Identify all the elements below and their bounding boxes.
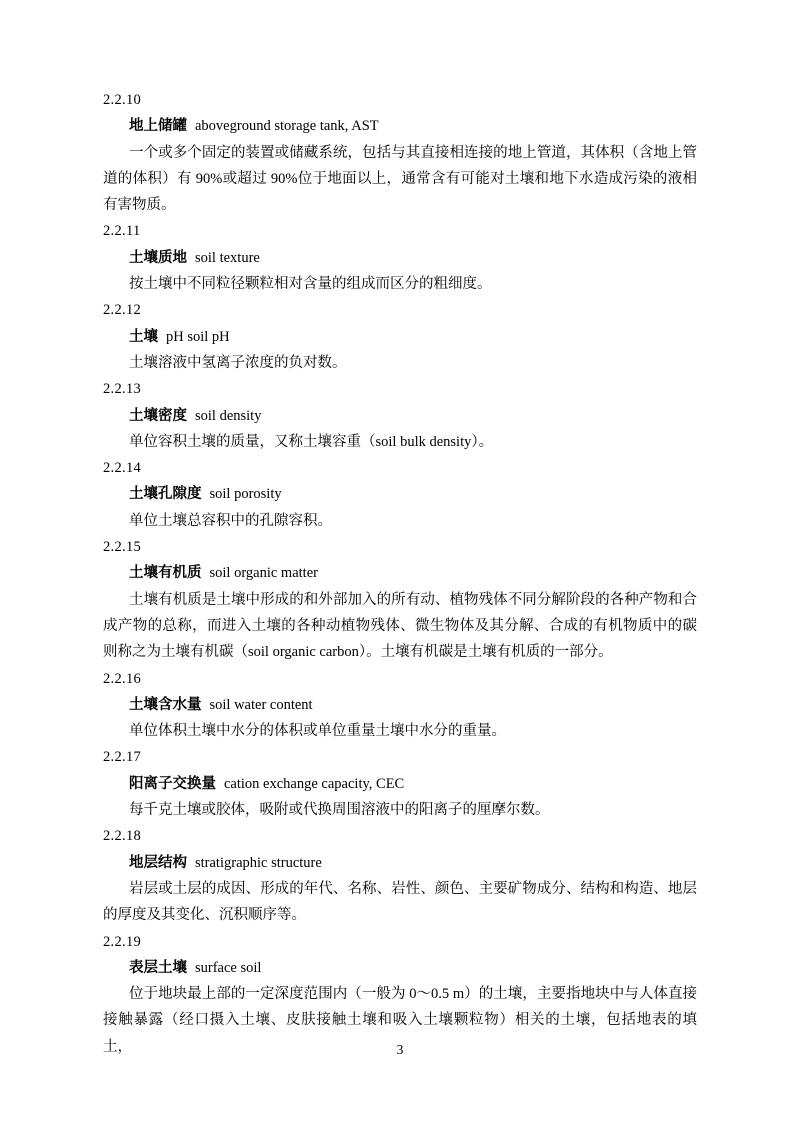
term-heading xyxy=(103,955,697,981)
term-section xyxy=(103,218,697,297)
section-number: 2.2.10 xyxy=(103,92,142,108)
section-number: 2.2.12 xyxy=(103,302,142,319)
term-chinese: 土壤含水量 xyxy=(129,696,202,713)
term-definition: 单位体积土壤中水分的体积或单位重量土壤中水分的重量。 xyxy=(129,723,506,740)
term-chinese: 阳离子交换量 xyxy=(129,775,216,792)
term-heading xyxy=(103,560,697,586)
section-number: 2.2.16 xyxy=(103,670,142,687)
terms-list xyxy=(103,87,697,1060)
term-english: pH soil pH xyxy=(166,328,230,345)
term-section xyxy=(103,87,697,218)
term-heading xyxy=(103,481,697,507)
term-heading xyxy=(103,692,697,718)
term-definition: 位于地块最上部的一定深度范围内（一般为 0～0.5 m）的土壤，主要指地块中与人体直接接触暴露（经口摄入土壤、皮肤接触土壤和吸入土壤颗粒物）相关的土壤，包括地表的填土， xyxy=(103,986,697,1055)
term-section xyxy=(103,823,697,928)
term-chinese: 土壤质地 xyxy=(129,249,187,266)
section-number: 2.2.14 xyxy=(103,460,142,477)
term-section xyxy=(103,929,697,1060)
term-section xyxy=(103,666,697,745)
term-chinese: 土壤孔隙度 xyxy=(129,486,202,503)
term-definition: 每千克土壤或胶体，吸附或代换周围溶液中的阳离子的厘摩尔数。 xyxy=(129,802,550,819)
term-heading xyxy=(103,245,697,271)
section-number: 2.2.11 xyxy=(103,223,141,240)
term-definition: 单位土壤总容积中的孔隙容积。 xyxy=(129,512,332,529)
term-definition: 单位容积土壤的质量，又称土壤容重（soil bulk density）。 xyxy=(129,433,494,450)
term-heading xyxy=(103,850,697,876)
term-english: soil water content xyxy=(209,696,313,713)
term-chinese: 土壤 xyxy=(129,328,158,345)
term-section xyxy=(103,455,697,534)
term-heading xyxy=(103,771,697,797)
term-chinese: 土壤有机质 xyxy=(129,565,202,582)
term-english: stratigraphic structure xyxy=(195,854,322,871)
term-english: soil porosity xyxy=(209,486,282,503)
term-section xyxy=(103,376,697,455)
page-number: 3 xyxy=(396,1042,404,1057)
term-definition: 土壤溶液中氢离子浓度的负对数。 xyxy=(129,354,347,371)
term-heading xyxy=(103,113,697,139)
term-heading xyxy=(103,324,697,350)
term-english: surface soil xyxy=(195,959,262,976)
term-english: soil density xyxy=(195,407,262,424)
term-chinese: 地上储罐 xyxy=(129,118,187,135)
term-definition: 土壤有机质是土壤中形成的和外部加入的所有动、植物残体不同分解阶段的各种产物和合成产物的总称，而进入土壤的各种动植物残体、微生物体及其分解、合成的有机物质中的碳则称之为土壤有机碳（soil organic carbon）。土壤有机碳是土壤有机质的一部分。 xyxy=(103,591,697,661)
section-number: 2.2.19 xyxy=(103,933,142,950)
term-definition: 按土壤中不同粒径颗粒相对含量的组成而区分的粗细度。 xyxy=(129,276,492,293)
section-number: 2.2.13 xyxy=(103,381,142,398)
term-heading xyxy=(103,403,697,429)
term-english: soil texture xyxy=(195,249,260,266)
section-number: 2.2.17 xyxy=(103,749,142,766)
term-definition: 岩层或土层的成因、形成的年代、名称、岩性、颜色、主要矿物成分、结构和构造、地层的厚度及其变化、沉积顺序等。 xyxy=(103,880,697,924)
term-english: soil organic matter xyxy=(209,565,318,582)
term-english: cation exchange capacity, CEC xyxy=(224,775,405,792)
term-english: aboveground storage tank, AST xyxy=(195,118,379,135)
term-section xyxy=(103,297,697,376)
section-number: 2.2.18 xyxy=(103,828,142,845)
term-chinese: 表层土壤 xyxy=(129,959,187,976)
term-section xyxy=(103,744,697,823)
term-chinese: 土壤密度 xyxy=(129,407,187,424)
term-definition: 一个或多个固定的装置或储藏系统，包括与其直接相连接的地上管道，其体积（含地上管道的体积）有 90%或超过 90%位于地面以上，通常含有可能对土壤和地下水造成污染的液相有害物质。 xyxy=(103,144,697,214)
section-number: 2.2.15 xyxy=(103,539,142,556)
term-chinese: 地层结构 xyxy=(129,854,187,871)
term-section xyxy=(103,534,697,665)
